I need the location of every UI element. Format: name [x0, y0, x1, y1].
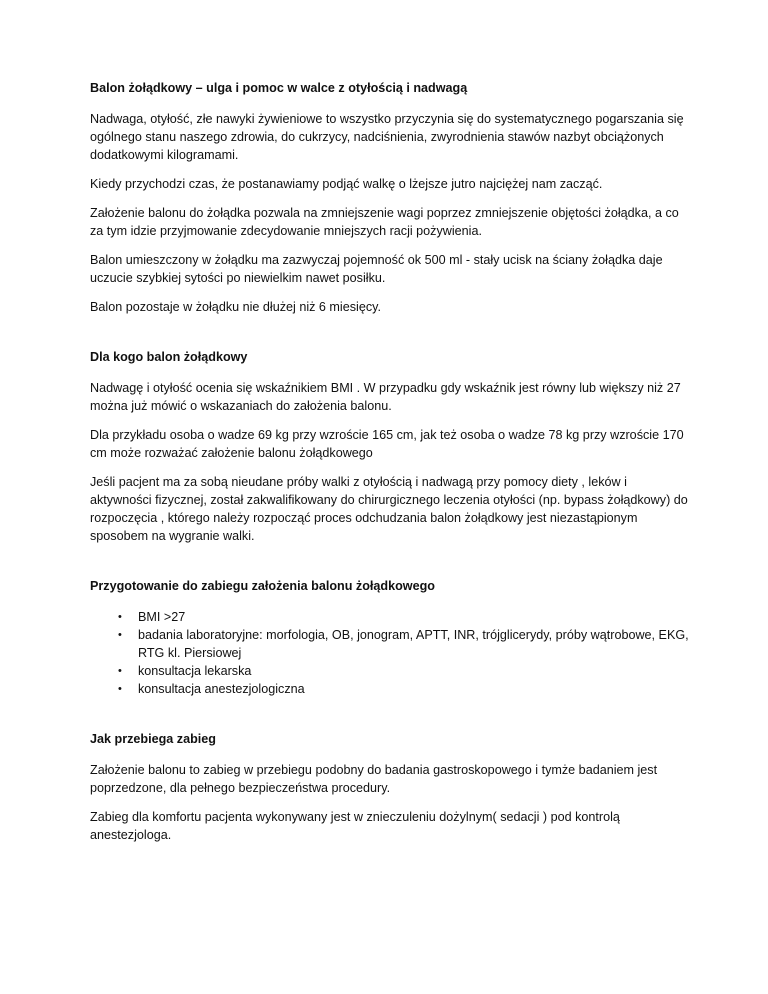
list-item-text: badania laboratoryjne: morfologia, OB, jonogram, APTT, INR, trójglicerydy, próby wątrobowe, EKG, RTG kl. Piersiowej: [138, 628, 689, 660]
paragraph: Nadwaga, otyłość, złe nawyki żywieniowe to wszystko przyczynia się do systematycznego pogarszania się ogólnego stanu naszego zdrowia, do cukrzycy, nadciśnienia, zwyrodnienia stawów nazbyt obciążonych dodatkowymi kilogramami.: [90, 112, 684, 162]
list-item-text: konsultacja anestezjologiczna: [138, 682, 305, 696]
bullet-icon: •: [118, 665, 122, 677]
paragraph: Balon umieszczony w żołądku ma zazwyczaj pojemność ok 500 ml - stały ucisk na ściany żołądka daje uczucie szybkiej sytości po niewielkim nawet posiłku.: [90, 253, 663, 285]
paragraph: Balon pozostaje w żołądku nie dłużej niż 6 miesięcy.: [90, 300, 381, 314]
paragraph: Jeśli pacjent ma za sobą nieudane próby walki z otyłością i nadwagą przy pomocy diety , leków i aktywności fizycznej, został zakwalifikowany do chirurgicznego leczenia otyłości (np. bypass żołądkowy) do rozpoczęcia , którego należy rozpocząć proces odchudzania balon żołądkowy jest niezastąpionym sposobem na wygranie walki.: [90, 475, 688, 543]
paragraph: Zabieg dla komfortu pacjenta wykonywany jest w znieczuleniu dożylnym( sedacji ) pod kontrolą anestezjologa.: [90, 810, 620, 842]
list-item: [90, 662, 690, 680]
paragraph: Dla przykładu osoba o wadze 69 kg przy wzroście 165 cm, jak też osoba o wadze 78 kg przy wzroście 170 cm może rozważać założenie balonu żołądkowego: [90, 428, 684, 460]
section-heading: Przygotowanie do zabiegu założenia balonu żołądkowego: [90, 579, 435, 593]
section-heading: Balon żołądkowy – ulga i pomoc w walce z otyłością i nadwagą: [90, 81, 468, 95]
section-heading: Jak przebiega zabieg: [90, 732, 216, 746]
list-item: [90, 608, 690, 626]
section-heading: Dla kogo balon żołądkowy: [90, 350, 248, 364]
list-item-text: BMI >27: [138, 610, 186, 624]
list-item: [90, 626, 690, 662]
bullet-icon: •: [118, 611, 122, 623]
document-page: [90, 79, 690, 844]
bullet-list: [90, 608, 690, 698]
paragraph: Założenie balonu to zabieg w przebiegu podobny do badania gastroskopowego i tymże badaniem jest poprzedzone, dla pełnego bezpieczeństwa procedury.: [90, 763, 658, 795]
list-item-text: konsultacja lekarska: [138, 664, 252, 678]
bullet-icon: •: [118, 629, 122, 641]
paragraph: Nadwagę i otyłość ocenia się wskaźnikiem BMI . W przypadku gdy wskaźnik jest równy lub większy niż 27 można już mówić o wskazaniach do założenia balonu.: [90, 381, 681, 413]
paragraph: Założenie balonu do żołądka pozwala na zmniejszenie wagi poprzez zmniejszenie objętości żołądka, a co za tym idzie przyjmowanie zdecydowanie mniejszych racji pożywienia.: [90, 206, 679, 238]
list-item: [90, 680, 690, 698]
bullet-icon: •: [118, 683, 122, 695]
paragraph: Kiedy przychodzi czas, że postanawiamy podjąć walkę o lżejsze jutro najciężej nam zacząć.: [90, 177, 603, 191]
